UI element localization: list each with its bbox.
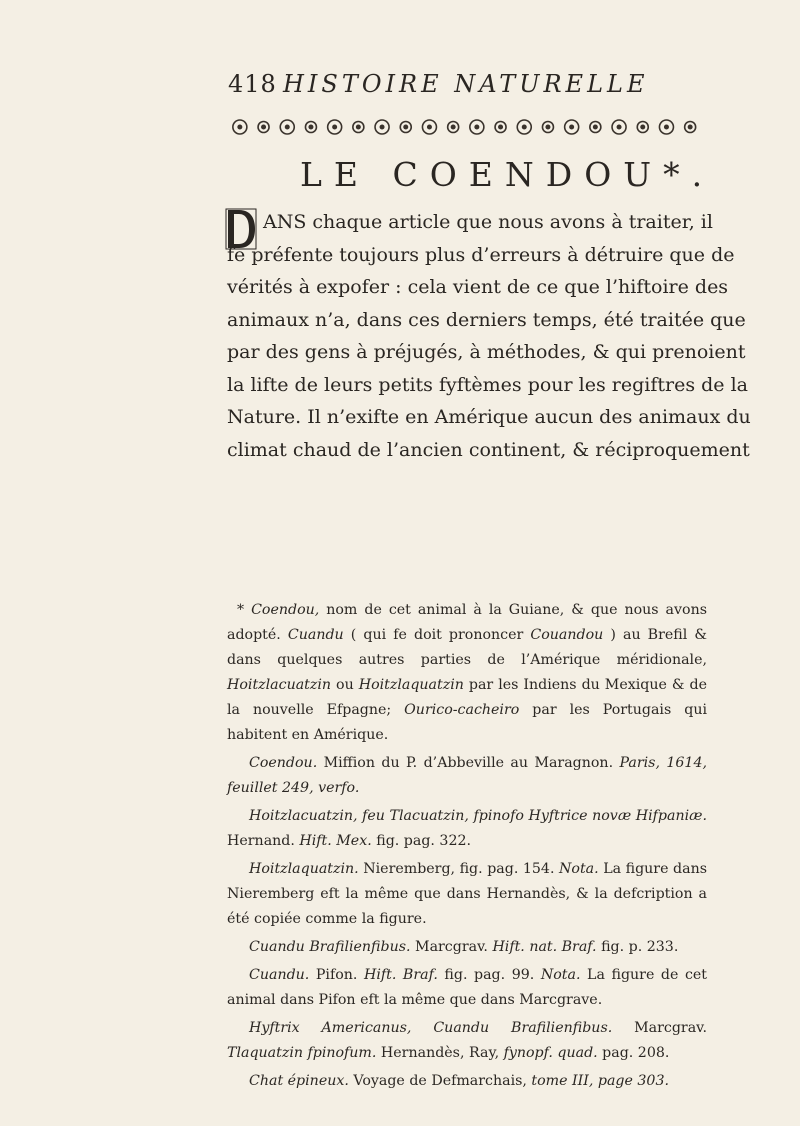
page-number: 418 <box>228 70 277 98</box>
ornament-dot <box>664 125 669 130</box>
ornament-dot <box>380 125 385 130</box>
footnote: Cuandu Brafilienfibus. Marcgrav. Hift. nat. Braf. fig. p. 233. <box>249 939 679 955</box>
footnote: Hoitzlaquatzin. Nieremberg, fig. pag. 154. Nota. La figure dans Nieremberg eft la même que dans Hernandès, & la defcription a été copiée comme la figure. <box>227 861 707 927</box>
ornament-dot <box>522 125 527 130</box>
footnote: Hoitzlacuatzin, feu Tlacuatzin, fpinofo Hyftrice novæ Hifpaniæ. Hernand. Hift. Mex. fig. pag. 322. <box>227 808 707 849</box>
ornament-dot <box>332 125 337 130</box>
ornament-dot <box>640 125 645 130</box>
ornament-dot <box>593 125 598 130</box>
ornament-dot <box>569 125 574 130</box>
footnote: Cuandu. Pifon. Hift. Braf. fig. pag. 99. Nota. La figure de cet animal dans Pifon eft la même que dans Marcgrave. <box>227 967 707 1008</box>
intro-paragraph <box>227 206 751 466</box>
ornament-dot <box>285 125 290 130</box>
ornament-dot <box>237 125 242 130</box>
ornament-dot <box>474 125 479 130</box>
intro-line: ANS chaque article que nous avons à traiter, il <box>263 211 713 233</box>
ornament-dot <box>356 125 361 130</box>
running-title: HISTOIRE NATURELLE <box>283 70 649 98</box>
intro-line: vérités à expofer : cela vient de ce que l’hiftoire des <box>227 276 729 298</box>
footnotes <box>227 598 707 1097</box>
footnote: * Coendou, nom de cet animal à la Guiane, & que nous avons adopté. Cuandu ( qui fe doit prononcer Couandou ) au Brefil & dans quelques autres parties de l’Amérique méridionale, Hoitzlacuatzin ou Hoitzlaquatzin par les Indiens du Mexique & de la nouvelle Efpagne; Ourico-cacheiro par les Portugais qui habitent en Amérique. <box>227 602 708 743</box>
footnote: Hyftrix Americanus, Cuandu Brafilienfibus. Marcgrav. Tlaquatzin fpinofum. Hernandès, Ray, fynopf. quad. pag. 208. <box>227 1020 707 1061</box>
ornament-dot <box>545 125 550 130</box>
ornament-dot <box>617 125 622 130</box>
intro-line: la lifte de leurs petits fyftèmes pour les regiftres de la <box>227 373 748 396</box>
ornament-dot <box>498 125 503 130</box>
ornament-dot <box>688 125 693 130</box>
ornament-dot <box>451 125 456 130</box>
intro-line: par des gens à préjugés, à méthodes, & qui prenoient <box>227 341 746 363</box>
ornament-dot <box>427 125 432 130</box>
ornament-dot <box>261 125 266 130</box>
intro-line: climat chaud de l’ancien continent, & réciproquement <box>227 438 750 461</box>
page-header <box>228 70 708 110</box>
footnote: Chat épineux. Voyage de Defmarchais, tome III, page 303. <box>249 1073 669 1089</box>
ornament-dot <box>403 125 408 130</box>
ornament-band <box>228 117 702 137</box>
intro-line: fe préfente toujours plus d’erreurs à détruire que de <box>227 243 735 266</box>
ornament-dot <box>308 125 313 130</box>
footnote: Coendou. Miffion du P. d’Abbeville au Maragnon. Paris, 1614, feuillet 249, verfo. <box>227 755 707 796</box>
chapter-title: LE COENDOU*. <box>300 155 715 194</box>
intro-line: Nature. Il n’exifte en Amérique aucun des animaux du <box>227 406 751 428</box>
intro-line: animaux n’a, dans ces derniers temps, été traitée que <box>227 308 746 331</box>
